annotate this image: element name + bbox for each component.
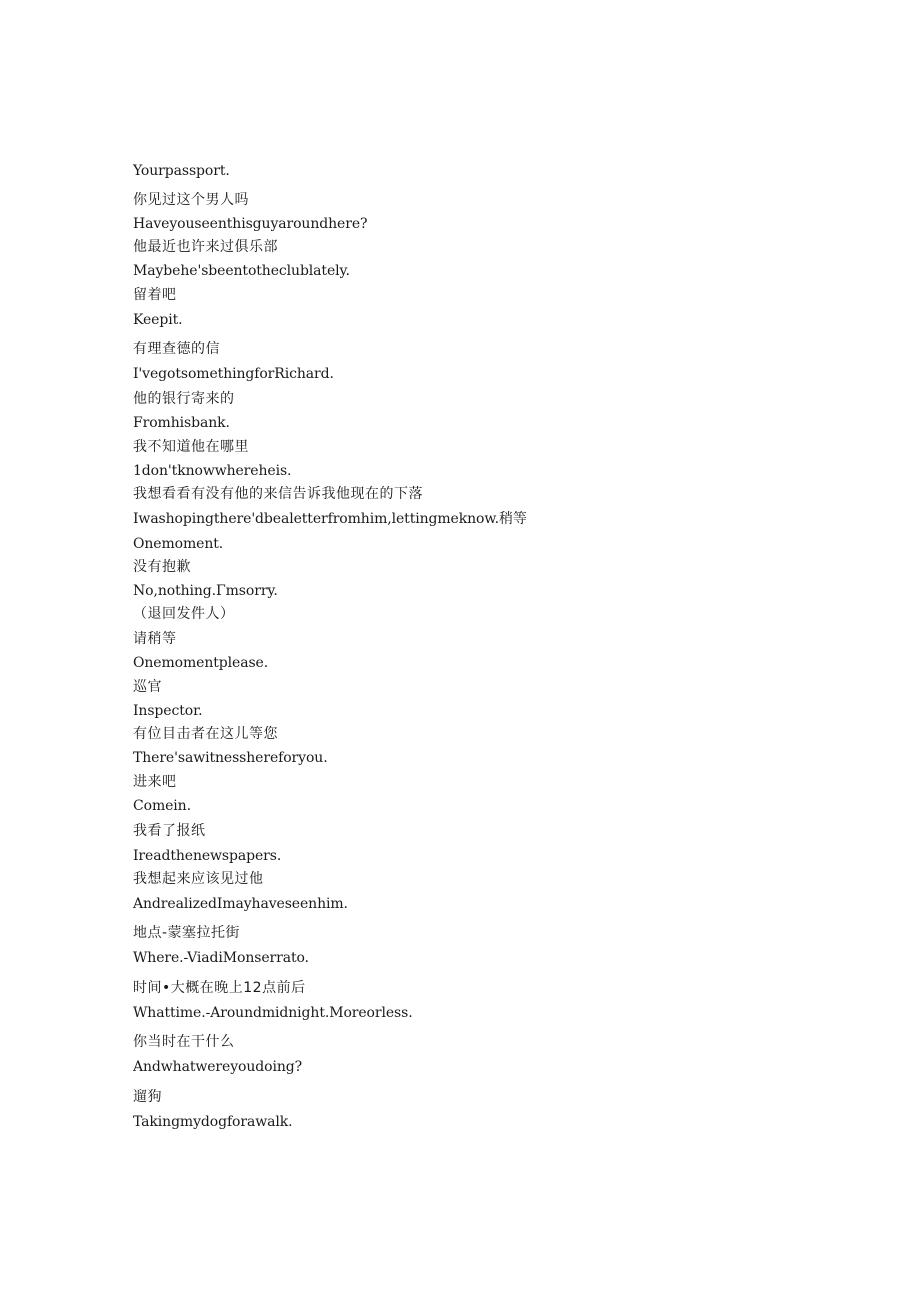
- subtitle-line: 我想起来应该见过他: [133, 871, 264, 887]
- subtitle-line: I'vegotsomethingforRichard.: [133, 366, 334, 382]
- subtitle-line: Takingmydogforawalk.: [133, 1114, 293, 1130]
- subtitle-line: Maybehe'sbeentotheclublately.: [133, 263, 350, 279]
- subtitle-line: 遛狗: [133, 1089, 162, 1105]
- subtitle-line: Andwhatwereyoudoing?: [133, 1059, 303, 1075]
- subtitle-line: Ireadthenewspapers.: [133, 848, 282, 864]
- subtitle-line: Yourpassport.: [133, 163, 230, 179]
- subtitle-line: Comein.: [133, 798, 191, 814]
- subtitle-line: 我不知道他在哪里: [133, 439, 249, 455]
- subtitle-line: Iwashopingthere'dbealetterfromhim,lettingmeknow.稍等: [133, 511, 527, 527]
- subtitle-line: Fromhisbank.: [133, 415, 230, 431]
- subtitle-line: 你见过这个男人吗: [133, 192, 249, 208]
- subtitle-line: 留着吧: [133, 287, 177, 303]
- subtitle-line: Where.-ViadiMonserrato.: [133, 950, 309, 966]
- subtitle-line: 我看了报纸: [133, 823, 206, 839]
- subtitle-line: 巡官: [133, 679, 162, 695]
- subtitle-line: No,nothing.Γmsorry.: [133, 583, 278, 599]
- subtitle-line: Whattime.-Aroundmidnight.Moreorless.: [133, 1005, 413, 1021]
- subtitle-line: 进来吧: [133, 774, 177, 790]
- subtitle-line: There'sawitnesshereforyou.: [133, 750, 328, 766]
- subtitle-line: 时间•大概在晚上12点前后: [133, 980, 306, 996]
- subtitle-line: Haveyouseenthisguyaroundhere?: [133, 216, 368, 232]
- subtitle-line: 有理查德的信: [133, 341, 220, 357]
- subtitle-line: Inspector.: [133, 703, 203, 719]
- subtitle-line: 他的银行寄来的: [133, 391, 235, 407]
- subtitle-line: 我想看看有没有他的来信告诉我他现在的下落: [133, 486, 423, 502]
- subtitle-line: AndrealizedImayhaveseenhim.: [133, 896, 348, 912]
- subtitle-line: 有位目击者在这儿等您: [133, 726, 278, 742]
- subtitle-line: 你当时在干什么: [133, 1034, 235, 1050]
- subtitle-line: 请稍等: [133, 631, 177, 647]
- subtitle-line: Keepit.: [133, 312, 183, 328]
- subtitle-line: 没有抱歉: [133, 559, 191, 575]
- subtitle-line: （退回发件人）: [133, 606, 235, 622]
- subtitle-line: 1don'tknowwhereheis.: [133, 463, 292, 479]
- subtitle-line: 地点-蒙塞拉托街: [133, 925, 241, 941]
- subtitle-line: Onemomentplease.: [133, 655, 269, 671]
- subtitle-line: Onemoment.: [133, 536, 224, 552]
- subtitle-line: 他最近也许来过俱乐部: [133, 239, 278, 255]
